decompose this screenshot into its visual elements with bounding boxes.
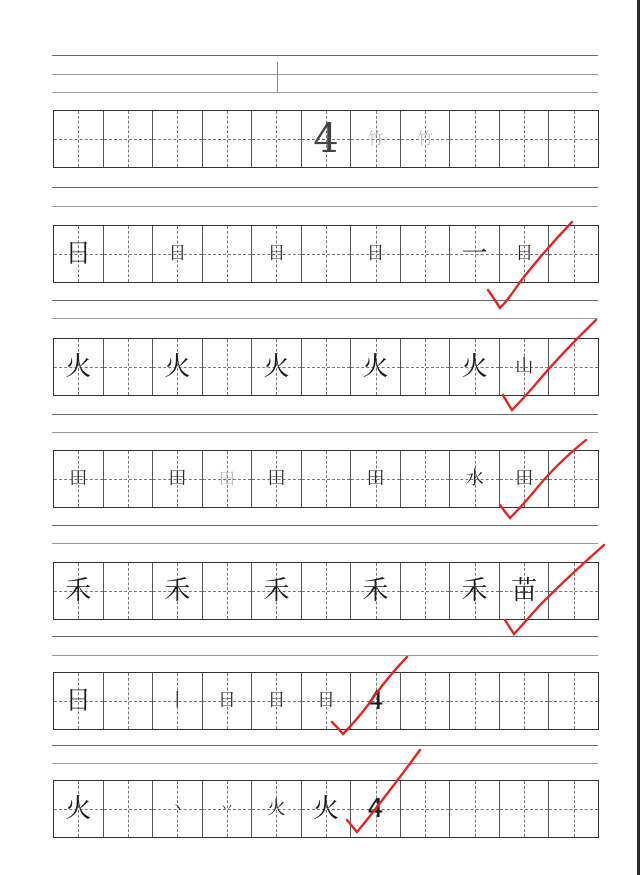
grid-cell [252, 451, 302, 507]
grid-cell [351, 563, 401, 619]
grid-cell [500, 111, 550, 167]
grid-cell [252, 673, 302, 729]
header-rule-bottom [52, 92, 598, 93]
header-rule-top [52, 55, 598, 56]
grid-cell [450, 451, 500, 507]
grid-cell [104, 781, 154, 837]
grid-cell [54, 451, 104, 507]
handwritten-character [203, 563, 252, 619]
grid-cell [401, 111, 451, 167]
separator-rule [52, 525, 598, 526]
grid-cell [302, 563, 352, 619]
handwritten-character: 田 [366, 468, 385, 489]
handwritten-character [203, 339, 252, 395]
handwritten-character: 田 [515, 468, 534, 489]
handwritten-character: 日 [267, 690, 286, 711]
grid-cell [549, 451, 598, 507]
handwritten-character [252, 111, 301, 167]
handwritten-character: 日 [65, 686, 92, 716]
handwritten-character: 禾 [164, 576, 191, 606]
grid-cell [401, 226, 451, 282]
handwritten-character: 火 [313, 794, 340, 824]
grid-cell [450, 673, 500, 729]
grid-cell [104, 673, 154, 729]
grid-cell [450, 781, 500, 837]
grid-cell [401, 781, 451, 837]
handwritten-character: 丶 [170, 801, 185, 817]
grid-cell [351, 339, 401, 395]
handwritten-character [302, 563, 351, 619]
grid-cell [54, 673, 104, 729]
handwritten-character [549, 673, 598, 729]
grid-cell [302, 111, 352, 167]
handwritten-character: 火 [65, 352, 92, 382]
handwritten-character: 火 [362, 352, 389, 382]
handwritten-character: 禾 [263, 576, 290, 606]
handwritten-character: 水 [465, 468, 484, 489]
handwritten-character: 丨 [168, 690, 187, 711]
faint-character: 田 [218, 469, 235, 488]
grid-cell [104, 339, 154, 395]
handwritten-character [302, 339, 351, 395]
grid-cell [549, 339, 598, 395]
handwritten-character [203, 226, 252, 282]
handwritten-character [401, 339, 450, 395]
handwritten-character [104, 673, 153, 729]
grid-cell [54, 226, 104, 282]
separator-rule [52, 187, 598, 188]
grid-cell [203, 673, 253, 729]
handwritten-character [401, 451, 450, 507]
handwritten-character [104, 111, 153, 167]
handwritten-character: 4 [367, 794, 384, 824]
handwritten-character [549, 111, 598, 167]
grid-cell [104, 226, 154, 282]
grid-cell [351, 451, 401, 507]
handwritten-character [153, 111, 202, 167]
handwritten-character [549, 563, 598, 619]
handwritten-character: 日 [168, 243, 187, 264]
separator-rule [52, 318, 598, 319]
grid-cell [351, 781, 401, 837]
handwritten-character: 丷 [219, 801, 234, 817]
handwritten-character: 日 [65, 239, 92, 269]
grid-cell [153, 226, 203, 282]
grid-cell [104, 563, 154, 619]
grid-cell [351, 673, 401, 729]
grid-cell [252, 226, 302, 282]
grid-cell [302, 226, 352, 282]
grid-cell [54, 563, 104, 619]
header-divider [277, 62, 278, 92]
faint-character: 竹 [367, 129, 384, 148]
grid-cell [450, 339, 500, 395]
handwritten-character [104, 451, 153, 507]
handwritten-character [401, 673, 450, 729]
grid-cell [203, 563, 253, 619]
handwritten-character: 山 [515, 356, 534, 377]
grid-cell [203, 226, 253, 282]
handwritten-character: 日 [217, 690, 236, 711]
grid-cell [203, 339, 253, 395]
grid-cell [153, 451, 203, 507]
grid-cell [401, 673, 451, 729]
grid-cell [401, 339, 451, 395]
practice-row-1 [53, 225, 599, 283]
grid-cell [549, 226, 598, 282]
handwritten-character [302, 226, 351, 282]
grid-cell [302, 339, 352, 395]
grid-cell [302, 451, 352, 507]
grid-cell [302, 673, 352, 729]
handwritten-character: 禾 [461, 576, 488, 606]
grid-cell [54, 781, 104, 837]
handwritten-character [450, 111, 499, 167]
grid-cell [153, 673, 203, 729]
grid-cell [401, 563, 451, 619]
faint-character: 竹 [417, 129, 434, 148]
separator-rule [52, 655, 598, 656]
handwritten-character: 火 [263, 352, 290, 382]
grid-cell [500, 451, 550, 507]
handwritten-character [104, 563, 153, 619]
handwritten-character: 苗 [511, 576, 538, 606]
handwritten-character [549, 781, 598, 837]
handwritten-character: 日 [366, 243, 385, 264]
practice-row-4 [53, 562, 599, 620]
grid-cell [252, 111, 302, 167]
handwritten-character [450, 781, 499, 837]
header-rule-mid [52, 74, 598, 75]
handwritten-character: 禾 [65, 576, 92, 606]
grid-cell [252, 339, 302, 395]
separator-rule [52, 432, 598, 433]
grid-cell [549, 111, 598, 167]
handwritten-character: 4 [367, 686, 384, 716]
separator-rule [52, 763, 598, 764]
handwritten-character [104, 226, 153, 282]
handwritten-character [549, 339, 598, 395]
grid-cell [153, 563, 203, 619]
practice-row-2 [53, 338, 599, 396]
handwritten-character [549, 451, 598, 507]
handwritten-character: 火 [65, 794, 92, 824]
handwritten-character [302, 451, 351, 507]
handwritten-character [549, 226, 598, 282]
grid-cell [351, 111, 401, 167]
handwritten-character [450, 673, 499, 729]
grid-cell [401, 451, 451, 507]
grid-cell [549, 781, 598, 837]
handwritten-character [500, 111, 549, 167]
grid-cell [252, 781, 302, 837]
practice-row-3 [53, 450, 599, 508]
grid-cell [500, 781, 550, 837]
separator-rule [52, 414, 598, 415]
handwritten-character [500, 673, 549, 729]
handwritten-character [401, 226, 450, 282]
grid-cell [500, 339, 550, 395]
practice-row-6 [53, 780, 599, 838]
grid-cell [203, 451, 253, 507]
handwritten-character [203, 111, 252, 167]
grid-cell [549, 673, 598, 729]
grid-cell [104, 451, 154, 507]
handwritten-character [104, 781, 153, 837]
separator-rule [52, 745, 598, 746]
handwritten-character [401, 781, 450, 837]
grid-cell [104, 111, 154, 167]
grid-cell [153, 781, 203, 837]
handwritten-character: 禾 [362, 576, 389, 606]
grid-cell [153, 339, 203, 395]
separator-rule [52, 206, 598, 207]
handwritten-character: 田 [267, 468, 286, 489]
separator-rule [52, 300, 598, 301]
grid-cell [351, 226, 401, 282]
grid-cell [500, 563, 550, 619]
grid-cell [549, 563, 598, 619]
handwritten-character: 日 [317, 690, 335, 711]
grid-cell [203, 111, 253, 167]
title-grid-row [53, 110, 599, 168]
handwritten-character: 火 [164, 352, 191, 382]
separator-rule [52, 543, 598, 544]
handwritten-character: 一 [461, 239, 488, 269]
handwritten-character: 火 [461, 352, 488, 382]
grid-cell [500, 673, 550, 729]
grid-cell [153, 111, 203, 167]
grid-cell [203, 781, 253, 837]
separator-rule [52, 636, 598, 637]
grid-cell [500, 226, 550, 282]
handwritten-number: 4 [313, 116, 339, 162]
grid-cell [450, 111, 500, 167]
handwritten-character: 火 [267, 798, 286, 819]
grid-cell [450, 563, 500, 619]
practice-row-5 [53, 672, 599, 730]
handwritten-character: 日 [267, 243, 286, 264]
handwritten-character: 日 [515, 243, 534, 264]
handwritten-character: 田 [69, 468, 88, 489]
grid-cell [450, 226, 500, 282]
grid-cell [302, 781, 352, 837]
handwritten-character: 田 [168, 468, 187, 489]
handwritten-character [54, 111, 103, 167]
handwritten-character [104, 339, 153, 395]
grid-cell [252, 563, 302, 619]
grid-cell [54, 111, 104, 167]
handwritten-character [500, 781, 549, 837]
handwritten-character [401, 563, 450, 619]
grid-cell [54, 339, 104, 395]
